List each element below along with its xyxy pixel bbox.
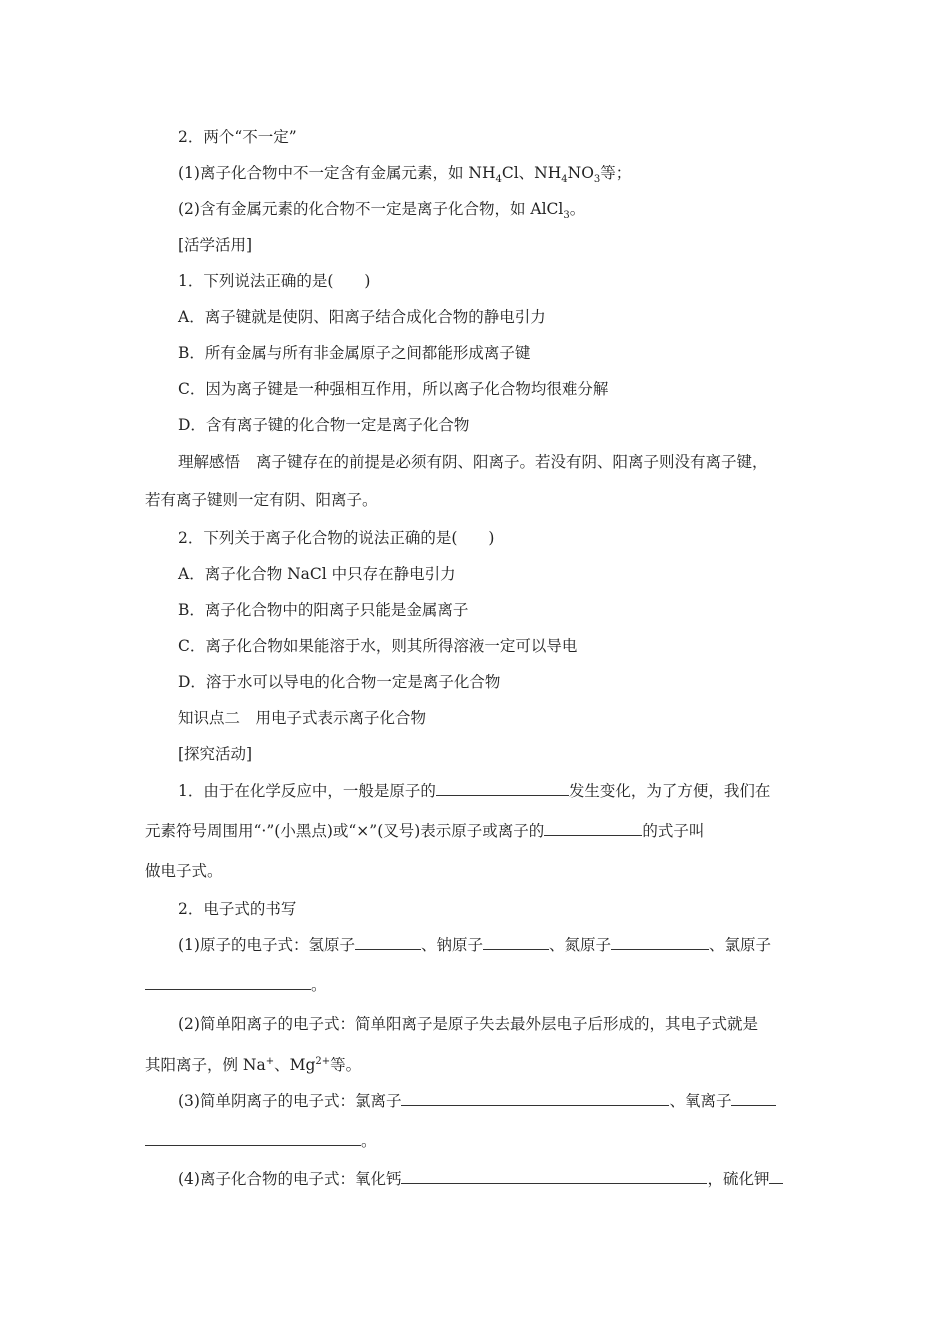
answer-blank[interactable] xyxy=(436,780,569,796)
anion-line1: (3)简单阴离子的电子式：氯离子 、氧离子 xyxy=(178,1090,776,1112)
point-two: (2)含有金属元素的化合物不一定是离子化合物，如 AlCl$_3$。 xyxy=(178,200,586,222)
practice-label: [活学活用] xyxy=(178,236,253,254)
atoms-line2: 。 xyxy=(145,974,327,996)
question-1-stem: 1．下列说法正确的是( ) xyxy=(178,272,371,290)
item-2-heading: 2．电子式的书写 xyxy=(178,900,297,918)
section-heading: 2．两个“不一定” xyxy=(178,128,297,146)
cation-line2: 其阳离子，例 Na+、$Mg^{2+}$等。 xyxy=(145,1056,362,1075)
knowledge-point-title: 知识点二 用电子式表示离子化合物 xyxy=(178,709,427,727)
answer-blank[interactable] xyxy=(611,934,709,950)
insight-paragraph-line1: 理解感悟 离子键存在的前提是必须有阴、阳离子。若没有阴、阳离子则没有离子键， xyxy=(178,453,768,471)
compound-line1: (4)离子化合物的电子式：氧化钙 ，硫化钾 xyxy=(178,1168,783,1190)
answer-blank[interactable] xyxy=(769,1168,783,1184)
atoms-line1: (1)原子的电子式：氢原子 、钠原子 、氮原子 、氯原子 xyxy=(178,936,772,954)
answer-blank[interactable] xyxy=(145,974,311,990)
insight-title: 理解感悟 xyxy=(178,453,241,471)
anion-line2: 。 xyxy=(145,1130,377,1152)
question-1-option-a: A．离子键就是使阴、阳离子结合成化合物的静电引力 xyxy=(178,308,546,326)
answer-blank[interactable] xyxy=(544,820,642,836)
answer-blank[interactable] xyxy=(145,1130,361,1146)
question-2-option-d: D．溶于水可以导电的化合物一定是离子化合物 xyxy=(178,673,501,691)
question-2-stem: 2．下列关于离子化合物的说法正确的是( ) xyxy=(178,529,495,547)
answer-blank[interactable] xyxy=(483,934,549,950)
answer-blank[interactable] xyxy=(355,934,421,950)
question-1-option-d: D．含有离子键的化合物一定是离子化合物 xyxy=(178,416,470,434)
item-1-line2: 元素符号周围用“·”(小黑点)或“×”(叉号)表示原子或离子的 的式子叫 xyxy=(145,822,705,840)
answer-blank[interactable] xyxy=(401,1090,669,1106)
question-1-option-b: B．所有金属与所有非金属原子之间都能形成离子键 xyxy=(178,344,531,362)
point-one: (1)离子化合物中不一定含有金属元素，如 $NH_4Cl$、$NH_4NO_3$等； xyxy=(178,164,632,186)
insight-paragraph-line2: 若有离子键则一定有阴、阳离子。 xyxy=(145,491,378,509)
activity-label: [探究活动] xyxy=(178,745,253,763)
question-2-option-b: B．离子化合物中的阳离子只能是金属离子 xyxy=(178,601,469,619)
cation-line1: (2)简单阳离子的电子式：简单阳离子是原子失去最外层电子后形成的，其电子式就是 xyxy=(178,1015,758,1033)
question-2-option-c: C．离子化合物如果能溶于水，则其所得溶液一定可以导电 xyxy=(178,637,578,655)
item-1-line3: 做电子式。 xyxy=(145,862,223,880)
answer-blank[interactable] xyxy=(731,1090,776,1106)
item-1-line1: 1．由于在化学反应中，一般是原子的 发生变化，为了方便，我们在 xyxy=(178,782,771,800)
answer-blank[interactable] xyxy=(401,1168,707,1184)
question-2-option-a: A．离子化合物 NaCl 中只存在静电引力 xyxy=(178,565,456,583)
question-1-option-c: C．因为离子键是一种强相互作用，所以离子化合物均很难分解 xyxy=(178,380,609,398)
